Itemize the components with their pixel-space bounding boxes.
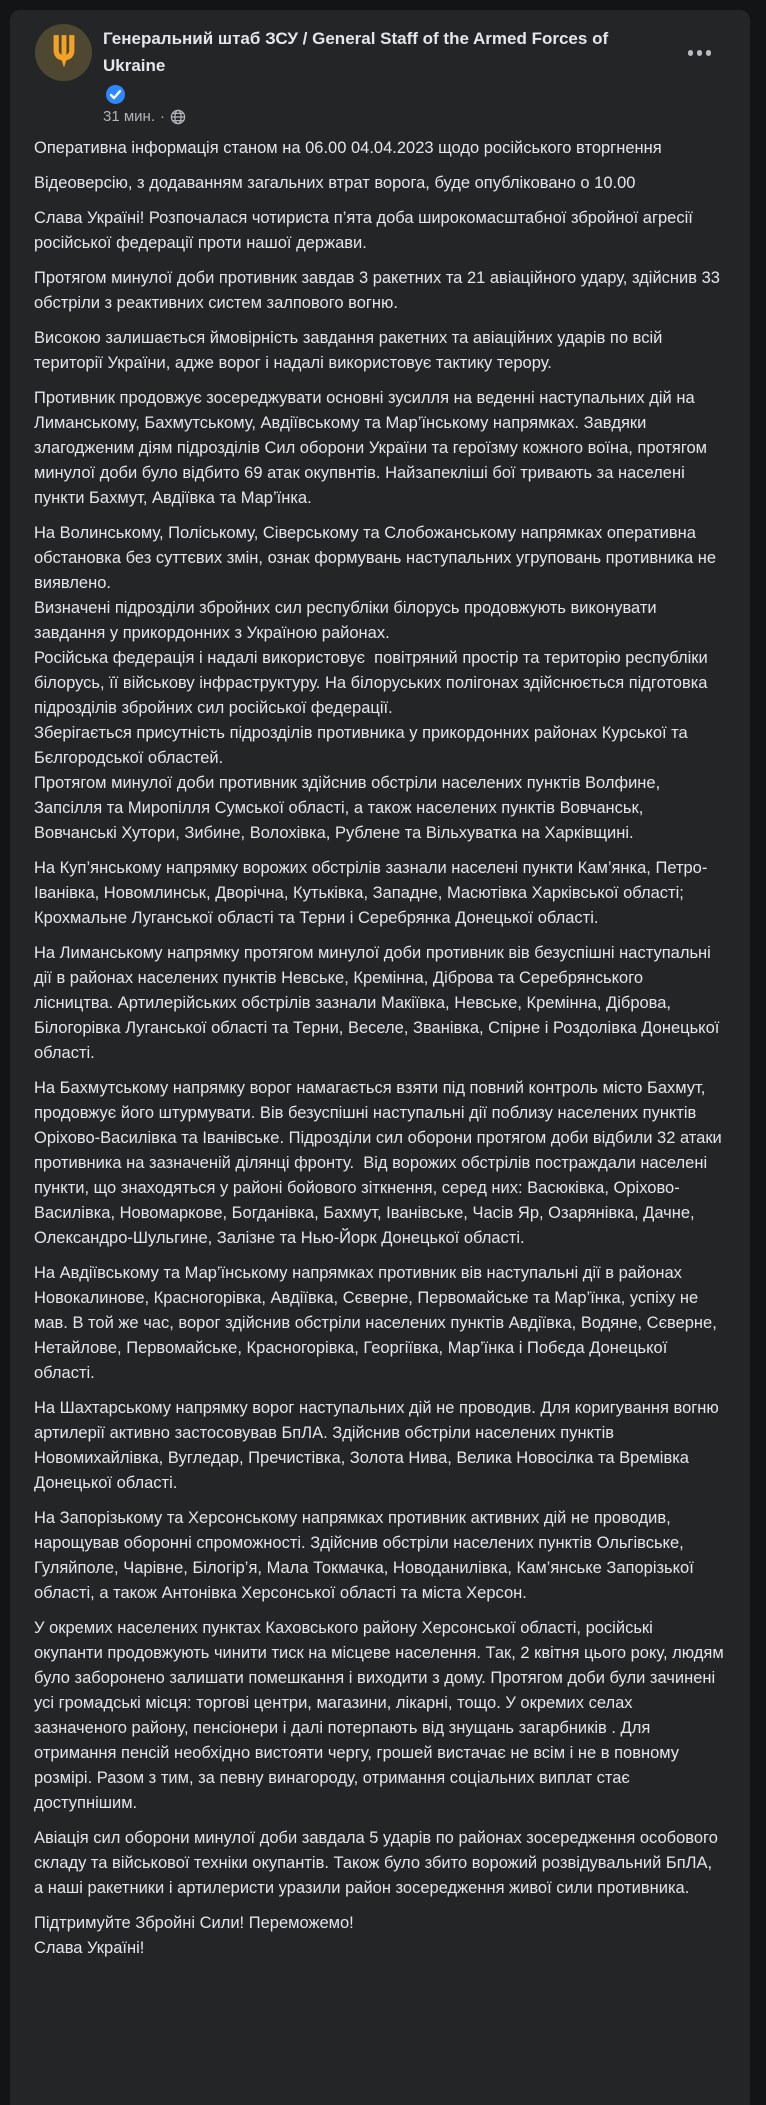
post-paragraph: На Волинському, Поліському, Сіверському та Слобожанському напрямках оперативна обстановка без суттєвих змін, ознак формувань наступальних угруповань противника не виявлено. — [34, 524, 721, 592]
post-paragraph: Авіація сил оборони минулої доби завдала 5 ударів по районах зосередження особового складу та військової техніки окупантів. Також було збито ворожий розвідувальний БпЛА, а наші ракетники і артилеристи уразили район зосередження живої сили противника. — [34, 1829, 723, 1897]
post-paragraph: Відеоверсію, з додаванням загальних втрат ворога, буде опубліковано о 10.00 — [34, 174, 636, 192]
header-info — [103, 24, 663, 126]
post-card — [10, 10, 750, 2105]
post-paragraph: На Лиманському напрямку протягом минулої доби противник вів безуспішні наступальні дії в районах населених пунктів Невське, Кремінна, Діброва та Серебрянського лісництва. Артилерійських обстрілів зазнали Макіївка, Невське, Кремінна, Діброва, Білогорівка Луганської області та Терни, Веселе, Званівка, Спірне і Роздолівка Донецької області. — [34, 944, 724, 1062]
post-paragraph: Зберігається присутність підрозділів противника у прикордонних районах Курської та Бєлгородської областей. — [34, 724, 693, 767]
tryzub-trident-icon — [49, 34, 79, 71]
post-paragraph: Оперативна інформація станом на 06.00 04.04.2023 щодо російського вторгнення — [34, 139, 662, 157]
page-name-link[interactable]: Генеральний штаб ЗСУ / General Staff of the Armed Forces of Ukraine — [103, 29, 609, 75]
ellipsis-dot — [688, 50, 694, 56]
timestamp-row[interactable] — [103, 107, 663, 126]
post-body — [10, 126, 750, 1975]
ellipsis-dot — [697, 50, 703, 56]
avatar[interactable] — [35, 24, 92, 81]
post-paragraph: На Авдіївському та Мар’їнському напрямках противник вів наступальні дії в районах Новокалинове, Красногорівка, Авдіївка, Сєверне, Первомайське та Мар’їнка, успіху не мав. В той же час, ворог здійснив обстріли населених пунктів Авдіївка, Водяне, Сєверне, Нетайлове, Первомайське, Красногорівка, Георгіївка, Мар’їнка і Побєда Донецької області. — [34, 1264, 722, 1382]
verified-row — [105, 84, 663, 105]
post-paragraph: Слава Україні! — [34, 1939, 145, 1957]
post-paragraph: Визначені підрозділи збройних сил республіки білорусь продовжують виконувати завдання у прикордонних з Україною районах. — [34, 599, 662, 642]
ellipsis-dot — [706, 50, 712, 56]
post-paragraph: Протягом минулої доби противник завдав 3 ракетних та 21 авіаційного удару, здійснив 33 обстріли з реактивних систем залпового вогню. — [34, 269, 725, 312]
post-paragraph: Противник продовжує зосереджувати основні зусилля на веденні наступальних дій на Лиманському, Бахмутському, Авдіївському та Мар’їнському напрямках. Завдяки злагодженим діям підрозділів Сил оборони України та героїзму кожного воїна, протягом минулої доби було відбито 69 атак окупвнтів. Найзапекліші бої тривають за населені пункти Бахмут, Авдіївка та Мар’їнка. — [34, 389, 712, 507]
post-paragraph: Підтримуйте Збройні Сили! Переможемо! — [34, 1914, 354, 1932]
post-header — [10, 10, 750, 126]
meta-separator: · — [160, 108, 165, 125]
post-paragraph: Високою залишається ймовірність завдання ракетних та авіаційних ударів по всій території України, адже ворог і надалі використовує тактику терору. — [34, 329, 667, 372]
post-paragraph: Російська федерація і надалі використовує повітряний простір та територію республіки білорусь, її військову інфраструктуру. На білоруських полігонах здійснюється підготовка підрозділів збройних сил російської федерації. — [34, 649, 713, 717]
globe-privacy-icon — [170, 109, 186, 125]
timestamp[interactable]: 31 мин. — [103, 108, 155, 125]
post-paragraph: На Шахтарському напрямку ворог наступальних дій не проводив. Для коригування вогню артилерії активно застосовував БпЛА. Здійснив обстріли населених пунктів Новомихайлівка, Вугледар, Пречистівка, Золота Нива, Велика Новосілка та Времівка Донецької області. — [34, 1399, 724, 1492]
post-paragraph: Слава Україні! Розпочалася чотириста п’ята доба широкомасштабної збройної агресії російської федерації проти нашої держави. — [34, 209, 698, 252]
post-paragraph: У окремих населених пунктах Каховського району Херсонської області, російські окупанти продовжують чинити тиск на місцеве населення. Так, 2 квітня цього року, людям було заборонено залишати помешкання і виходити з дому. Протягом доби були зачинені усі громадські місця: торгові центри, магазини, лікарні, тощо. У окремих селах зазначеного району, пенсіонери і далі потерпають від знущань загарбників . Для отримання пенсій необхідно вистояти чергу, грошей вистачає не всім і не в повному розмірі. Разом з тим, за певну винагороду, отримання соціальних виплат стає доступнішим. — [34, 1619, 729, 1812]
post-paragraph: На Бахмутському напрямку ворог намагається взяти під повний контроль місто Бахмут, продовжує його штурмувати. Вів безуспішні наступальні дії поблизу населених пунктів Оріхово-Василівка та Іванівське. Підрозділи сил оборони протягом доби відбили 32 атаки противника на зазначеній ділянці фронту. Від ворожих обстрілів постраждали населені пункти, що знаходяться у районі бойового зіткнення, серед них: Васюківка, Оріхово-Василівка, Новомаркове, Богданівка, Бахмут, Іванівське, Часів Яр, Озарянівка, Дачне, Олександро-Шульгине, Залізне та Нью-Йорк Донецької області. — [34, 1079, 727, 1247]
post-paragraph: На Куп’янському напрямку ворожих обстрілів зазнали населені пункти Кам’янка, Петро-Іванівка, Новомлинськ, Дворічна, Кутьківка, Западне, Масютівка Харківської області; Крохмальне Луганської області та Терни і Серебрянка Донецької області. — [34, 859, 708, 927]
post-paragraph: На Запорізькому та Херсонському напрямках противник активних дій не проводив, нарощував оборонні спроможності. Здійснив обстріли населених пунктів Ольгівське, Гуляйполе, Чарівне, Білогір’я, Мала Токмачка, Новоданилівка, Кам’янське Запорізької області, а також Антонівка Херсонської області та міста Херсон. — [34, 1509, 699, 1602]
more-options-button[interactable] — [682, 44, 718, 62]
post-paragraph: Протягом минулої доби противник здійснив обстріли населених пунктів Волфине, Запсілля та Миропілля Сумської області, а також населених пунктів Вовчанськ, Вовчанські Хутори, Зибине, Волохівка, Рублене та Вільхуватка на Харківщині. — [34, 774, 665, 842]
